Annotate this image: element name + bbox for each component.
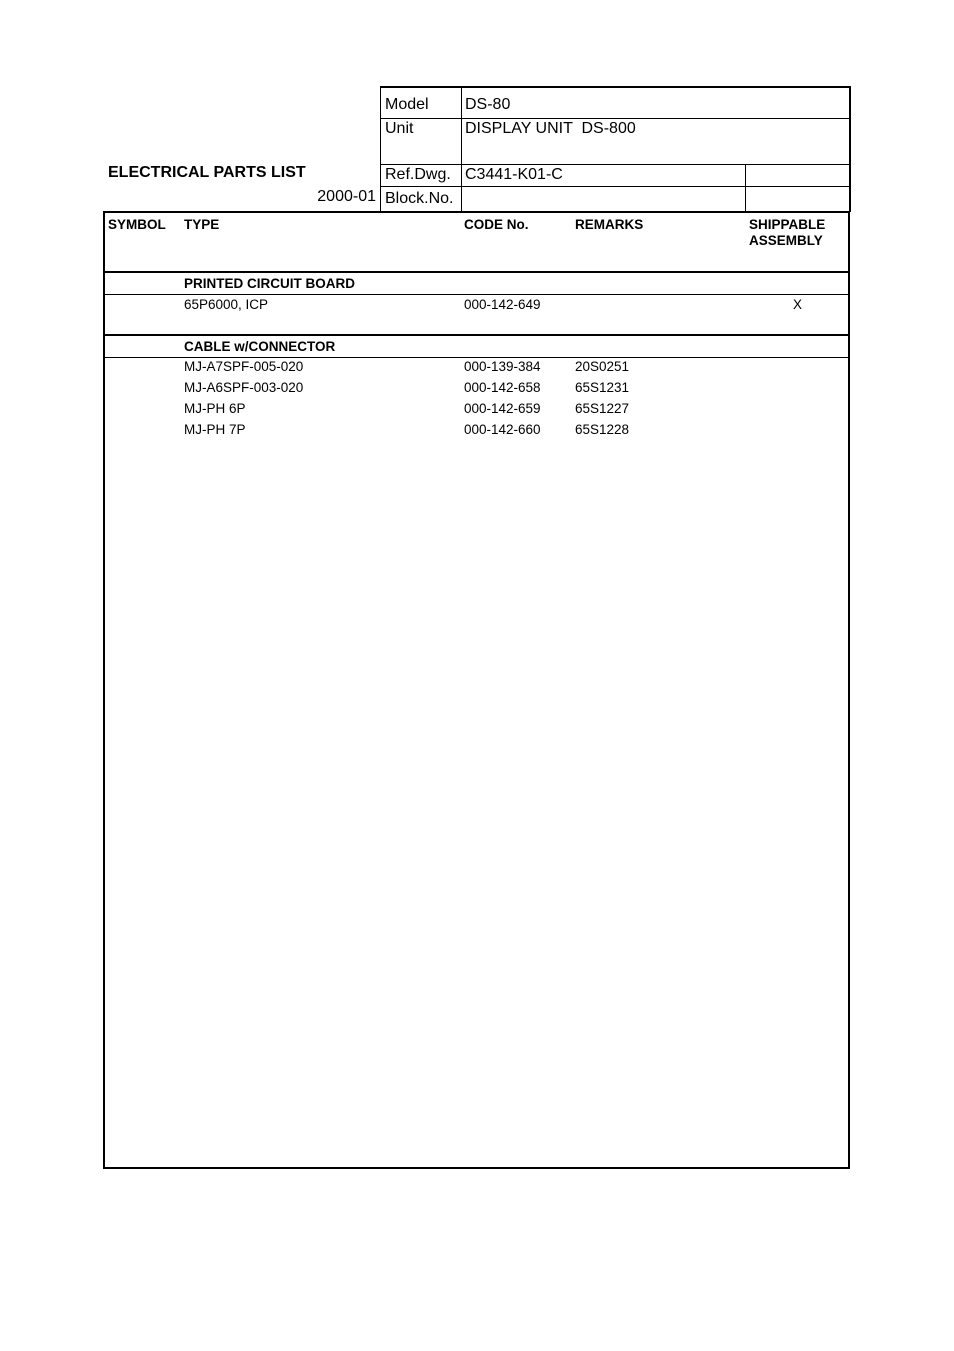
col-header-symbol: SYMBOL <box>108 217 166 232</box>
unit-label: Unit <box>385 120 414 137</box>
row-type: MJ-A6SPF-003-020 <box>184 380 304 395</box>
col-header-assembly: ASSEMBLY <box>749 233 823 248</box>
row-code: 000-142-660 <box>464 422 541 437</box>
refdwg-value: C3441-K01-C <box>465 166 563 183</box>
header-divider <box>105 271 848 273</box>
document-date: 2000-01 <box>317 188 376 205</box>
row-shippable: X <box>793 297 803 312</box>
document-title: ELECTRICAL PARTS LIST <box>108 164 306 181</box>
col-header-code: CODE No. <box>464 217 529 232</box>
row-remarks: 65S1228 <box>575 422 630 437</box>
section-divider <box>105 294 848 295</box>
section-divider <box>105 334 848 336</box>
row-type: 65P6000, ICP <box>184 297 269 312</box>
refdwg-label: Ref.Dwg. <box>385 166 451 183</box>
row-remarks: 65S1227 <box>575 401 630 416</box>
section-title-cable: CABLE w/CONNECTOR <box>184 339 336 354</box>
row-code: 000-142-658 <box>464 380 541 395</box>
model-label: Model <box>385 96 429 113</box>
model-value: DS-80 <box>465 96 511 113</box>
row-remarks: 65S1231 <box>575 380 630 395</box>
section-divider <box>105 357 848 358</box>
header-info-box <box>380 86 851 212</box>
row-code: 000-142-659 <box>464 401 541 416</box>
section-title-pcb: PRINTED CIRCUIT BOARD <box>184 276 355 291</box>
unit-value: DISPLAY UNIT DS-800 <box>465 120 636 137</box>
block-label: Block.No. <box>385 190 454 207</box>
row-code: 000-139-384 <box>464 359 541 374</box>
col-header-type: TYPE <box>184 217 220 232</box>
col-header-remarks: REMARKS <box>575 217 644 232</box>
row-code: 000-142-649 <box>464 297 541 312</box>
parts-table <box>103 211 850 1169</box>
row-type: MJ-A7SPF-005-020 <box>184 359 304 374</box>
col-header-shippable: SHIPPABLE <box>749 217 826 232</box>
row-remarks: 20S0251 <box>575 359 630 374</box>
row-type: MJ-PH 7P <box>184 422 246 437</box>
row-type: MJ-PH 6P <box>184 401 246 416</box>
